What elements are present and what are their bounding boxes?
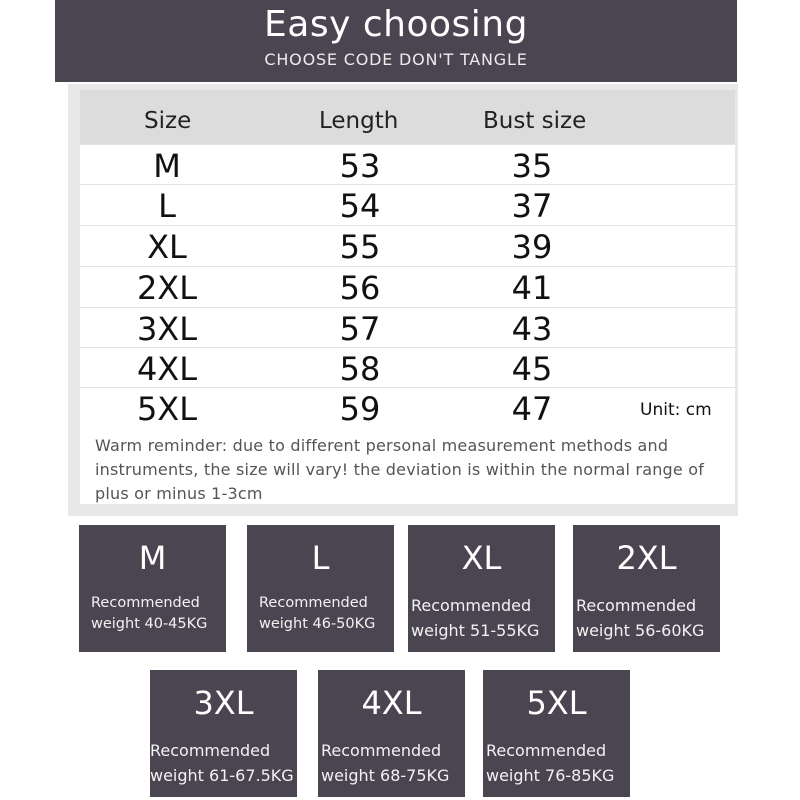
weight-card-xl <box>408 525 555 652</box>
weight-card-2xl <box>573 525 720 652</box>
page-subtitle: CHOOSE CODE DON'T TANGLE <box>264 50 528 69</box>
size-cell: M <box>153 147 181 185</box>
card-size-label: 2XL <box>616 539 677 577</box>
length-cell: 53 <box>339 147 381 185</box>
card-rec-line1: Recommended <box>150 741 271 760</box>
card-size-label: 4XL <box>361 684 422 722</box>
page-title: Easy choosing <box>264 4 528 45</box>
bust-cell: 45 <box>511 350 553 388</box>
weight-card-3xl <box>150 670 297 797</box>
warm-reminder: Warm reminder: due to different personal measurement methods and instruments, the size will vary! the deviation is within the normal range of plus or minus 1-3cm <box>95 436 705 503</box>
bust-cell: 39 <box>511 228 553 266</box>
card-rec-line2: weight 68-75KG <box>321 766 450 785</box>
length-cell: 59 <box>339 390 381 428</box>
bust-cell: 47 <box>511 390 553 428</box>
card-rec-line2: weight 51-55KG <box>411 621 540 640</box>
bust-cell: 37 <box>511 187 553 225</box>
length-cell: 56 <box>339 269 381 307</box>
card-rec-line2: weight 61-67.5KG <box>150 766 294 785</box>
card-recommendation <box>576 593 704 643</box>
length-cell: 55 <box>339 228 381 266</box>
card-rec-line2: weight 76-85KG <box>486 766 615 785</box>
table-row <box>80 307 735 347</box>
card-recommendation <box>321 738 449 788</box>
bust-cell: 41 <box>511 269 553 307</box>
size-cell: 4XL <box>136 350 198 388</box>
card-rec-line1: Recommended <box>321 741 442 760</box>
card-recommendation <box>486 738 614 788</box>
card-size-label: 5XL <box>526 684 587 722</box>
column-header-size: Size <box>144 108 192 134</box>
card-recommendation <box>411 593 539 643</box>
table-row <box>80 347 735 387</box>
table-row <box>80 225 735 265</box>
card-recommendation <box>150 738 294 788</box>
card-size-label: M <box>138 539 167 577</box>
length-cell: 57 <box>339 310 381 348</box>
bust-cell: 43 <box>511 310 553 348</box>
weight-card-l <box>247 525 394 652</box>
table-header <box>80 90 735 144</box>
card-rec-line1: Recommended <box>576 596 697 615</box>
table-row <box>80 184 735 224</box>
weight-card-4xl <box>318 670 465 797</box>
card-rec-line2: weight 40-45KG <box>91 616 208 632</box>
header-banner <box>55 0 737 82</box>
card-size-label: L <box>311 539 330 577</box>
unit-label: Unit: cm <box>640 400 712 420</box>
card-recommendation <box>259 593 375 635</box>
card-size-label: 3XL <box>193 684 254 722</box>
size-table <box>80 90 735 504</box>
card-rec-line1: Recommended <box>486 741 607 760</box>
table-row <box>80 266 735 306</box>
card-size-label: XL <box>461 539 502 577</box>
card-rec-line2: weight 46-50KG <box>259 616 376 632</box>
size-cell: L <box>158 187 176 225</box>
size-cell: 2XL <box>136 269 198 307</box>
card-rec-line1: Recommended <box>411 596 532 615</box>
card-recommendation <box>91 593 207 635</box>
length-cell: 54 <box>339 187 381 225</box>
weight-card-5xl <box>483 670 630 797</box>
size-cell: 3XL <box>136 310 198 348</box>
length-cell: 58 <box>339 350 381 388</box>
column-header-length: Length <box>319 108 399 134</box>
table-row <box>80 387 735 427</box>
size-cell: XL <box>147 228 187 266</box>
weight-card-m <box>79 525 226 652</box>
size-cell: 5XL <box>136 390 198 428</box>
card-rec-line1: Recommended <box>91 595 200 611</box>
card-rec-line2: weight 56-60KG <box>576 621 705 640</box>
card-rec-line1: Recommended <box>259 595 368 611</box>
table-row <box>80 144 735 184</box>
bust-cell: 35 <box>511 147 553 185</box>
column-header-bust: Bust size <box>483 108 587 134</box>
